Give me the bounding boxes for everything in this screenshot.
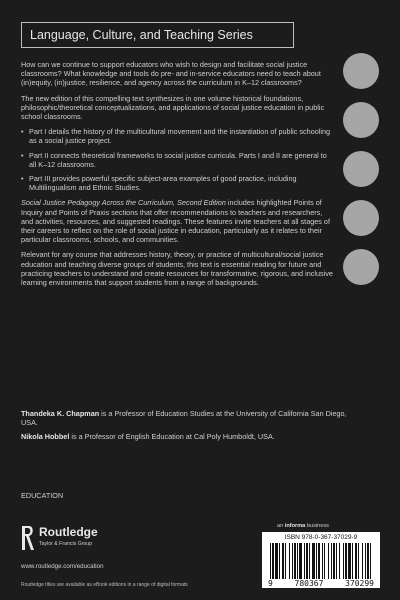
informa-name: informa [284, 523, 306, 529]
part-two-text: Part II connects theoretical frameworks to social justice curricula. Parts I and II are general to all K–12 classrooms. [29, 150, 327, 169]
author-name: Nikola Hobbel [21, 432, 70, 441]
publisher-group: Taylor & Francis Group [39, 541, 93, 547]
synthesis-paragraph: The new edition of this compelling text synthesizes in one volume historical foundations, philosophic/theoretical conceptualizations, and applications of social justice education in public school classrooms. [21, 93, 325, 122]
bullet-icon: • [21, 127, 24, 137]
list-item [21, 127, 336, 145]
bullet-icon: • [21, 174, 24, 184]
informa-suffix: business [305, 523, 329, 529]
subject-category: EDUCATION [21, 491, 64, 500]
series-title: Language, Culture, and Teaching Series [30, 28, 253, 42]
features-text: includes highlighted Points of Inquiry and Points of Praxis sections that offer recommendations to teachers and researchers, and activities, resources, and suggested readings. These features invite teachers at all stages of their careers to reflect on the role of social justice in education, particularly as it relates to their particular classrooms, schools, and communities. [21, 198, 330, 245]
ebook-footnote: Routledge titles are available as eBook editions in a range of digital formats [21, 582, 188, 588]
intro-paragraph: How can we continue to support educators who wish to design and facilitate social justice classrooms? What knowledge and tools do pre- and in-service educators need to teach about (in)equity, (in)justice, resilience, and agency across the curriculum in K–12 classrooms? [21, 60, 321, 88]
parts-list [21, 127, 336, 192]
publisher-url[interactable]: www.routledge.com/education [21, 563, 104, 570]
isbn-digit-prefix: 9 [268, 579, 273, 588]
author-description: is a Professor of English Education at Cal Poly Humboldt, USA. [69, 432, 275, 441]
decorative-circle [343, 151, 379, 187]
author-bio [21, 409, 351, 427]
description [21, 60, 336, 293]
bullet-icon: • [21, 150, 24, 160]
informa-tagline [277, 523, 329, 529]
list-item [21, 151, 336, 169]
decorative-circle [343, 53, 379, 89]
barcode-bars-icon [268, 543, 374, 579]
part-three-text: Part III provides powerful specific subject-area examples of good practice, including Multilingualism and Ethnic Studies. [29, 174, 297, 193]
decorative-circle [343, 102, 379, 138]
isbn-digit-group-2: 370299 [345, 579, 374, 588]
series-banner [21, 22, 294, 48]
publisher-logo [21, 523, 161, 555]
routledge-r-icon [21, 525, 35, 551]
decorative-circle [343, 249, 379, 285]
part-one-text: Part I details the history of the multicultural movement and the instantiation of public schooling as a social justice project. [29, 127, 331, 146]
author-bio [21, 432, 351, 441]
author-description: is a Professor of Education Studies at the University of California San Diego, USA. [21, 409, 347, 428]
relevance-paragraph: Relevant for any course that addresses history, theory, or practice of multicultural/social justice education and teaching diverse groups of students, this text is essential reading for future and practicing teachers to understand and create resources for transformative, rigorous, and inclusive learning environments that support students from a range of backgrounds. [21, 250, 333, 288]
isbn-digit-group-1: 780367 [294, 579, 324, 588]
list-item [21, 174, 336, 192]
isbn-digits [268, 579, 374, 588]
informa-prefix: an [277, 523, 285, 529]
barcode [262, 532, 380, 588]
decorative-circle [343, 200, 379, 236]
publisher-name: Routledge [39, 525, 98, 539]
isbn-label: ISBN 978-0-367-37029-9 [284, 534, 358, 541]
book-title: Social Justice Pedagogy Across the Curriculum, Second Edition [21, 198, 226, 208]
author-name: Thandeka K. Chapman [21, 409, 100, 418]
features-paragraph [21, 198, 336, 244]
